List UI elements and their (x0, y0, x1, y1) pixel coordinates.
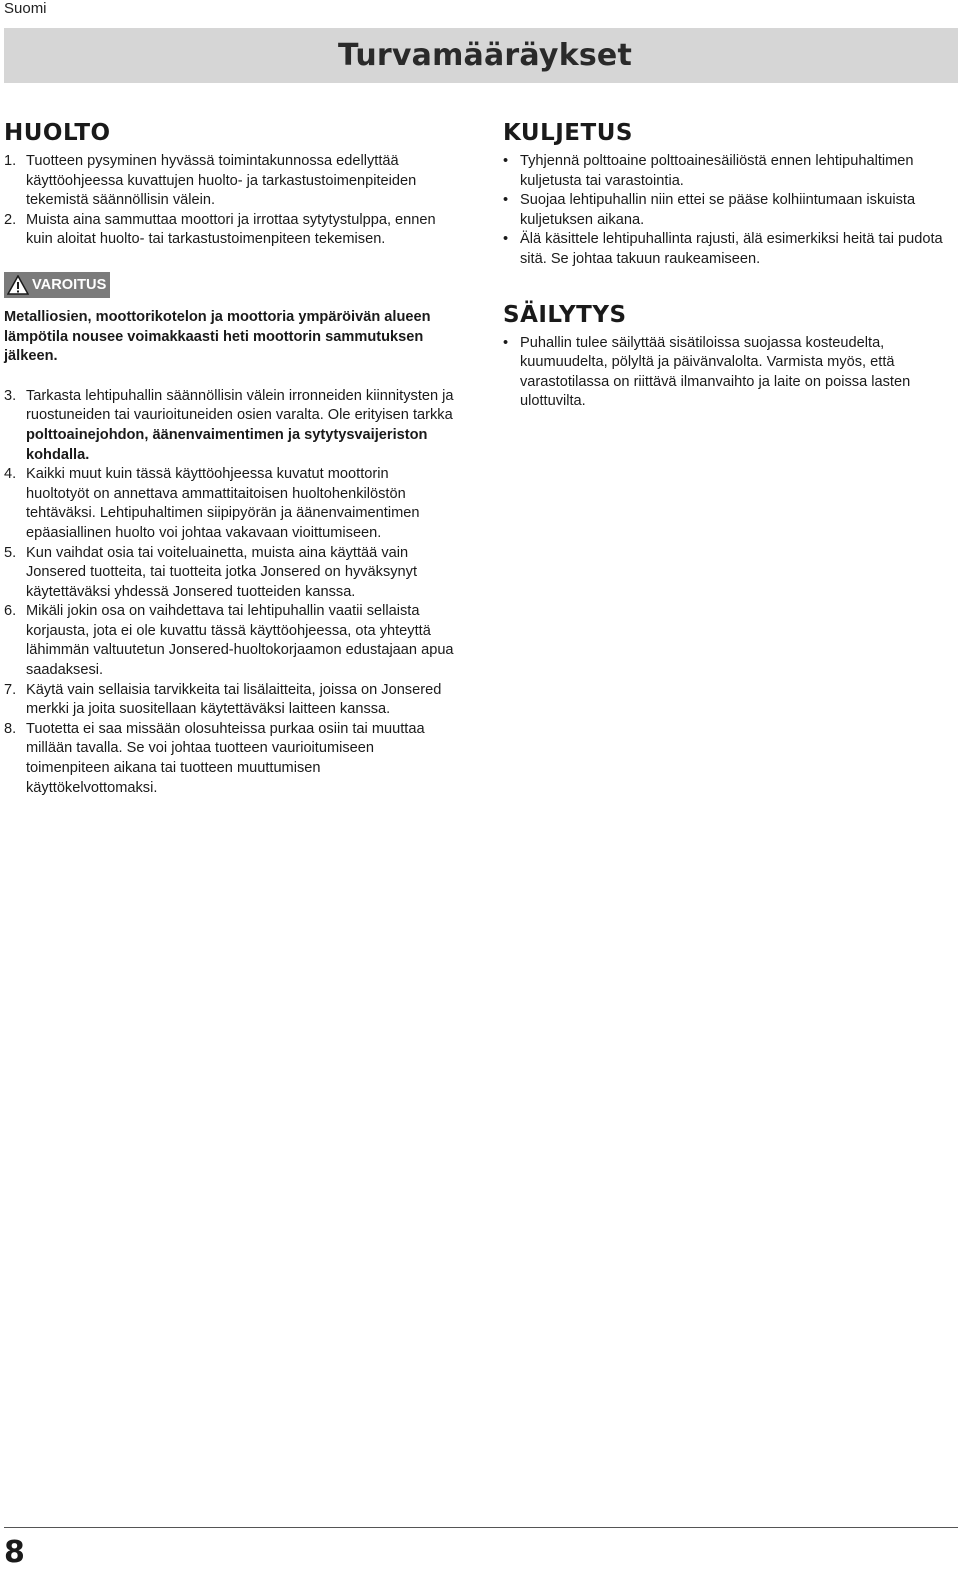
list-item: • Suojaa lehtipuhallin niin ettei se pääse kolhiintumaan iskuista kuljetuksen aikana. (503, 191, 953, 230)
list-item (4, 152, 454, 211)
warning-text: Metalliosien, moottorikotelon ja moottoria ympäröivän alueen lämpötila nousee voimakkaasti heti moottorin sammutuksen jälkeen. (4, 308, 431, 365)
section-heading-kuljetus: KULJETUS (503, 120, 633, 146)
list-item (4, 544, 454, 603)
maintenance-list-b (4, 387, 454, 798)
list-item (4, 720, 454, 798)
page-number: 8 (4, 1535, 25, 1570)
page-title: Turvamääräykset (337, 38, 632, 73)
list-item-text: Tarkasta lehtipuhallin säännöllisin välein irronneiden kiinnitysten ja ruostuneiden tai vaurioituneiden osien varalta. Ole erityisen tarkka (26, 387, 454, 424)
list-item (4, 465, 454, 543)
list-item (4, 387, 454, 465)
list-item: • Puhallin tulee säilyttää sisätiloissa suojassa kosteudelta, kuumuudelta, pölyltä ja päivänvalolta. Varmista myös, että varastotilassa on riittävä ilmanvaihto ja laite on poissa lasten ulottuvilta. (503, 334, 953, 412)
list-item-number: 3. (4, 387, 17, 404)
warning-badge (4, 272, 110, 298)
list-item-text: Tuotteen pysyminen hyvässä toimintakunnossa edellyttää käyttöohjeessa kuvattujen huolto- ja tarkastustoimenpiteiden tekemistä säännöllisin välein. (26, 153, 417, 209)
list-item-text: Mikäli jokin osa on vaihdettava tai lehtipuhallin vaatii sellaista korjausta, jota ei ole kuvattu tässä käyttöohjeessa, ota yhteyttä lähimmän valtuutetun Jonsered-huoltokorjaamon edustajaan apua saadaksesi. (26, 603, 454, 679)
section-heading-huolto: HUOLTO (4, 120, 111, 146)
list-item-number: 4. (4, 466, 17, 483)
list-item-number: 6. (4, 603, 17, 620)
list-item-number: 2. (4, 211, 17, 228)
warning-label: VAROITUS (32, 276, 107, 293)
left-column (4, 118, 454, 798)
storage-list (503, 334, 953, 412)
list-item: • Tyhjennä polttoaine polttoainesäiliöstä ennen lehtipuhaltimen kuljetusta tai varastointia. (503, 152, 953, 191)
storage-section (503, 300, 953, 412)
list-item (4, 681, 454, 720)
list-item-text: Kun vaihdat osia tai voiteluainetta, muista aina käyttää vain Jonsered tuotteita, tai tuotteita jotka Jonsered on hyväksynyt käytettäväksi yhdessä Jonsered tuotteiden kanssa. (26, 544, 418, 600)
list-item-number: 8. (4, 720, 17, 737)
title-band (4, 28, 958, 83)
maintenance-list-a (4, 152, 454, 250)
list-item: • Älä käsittele lehtipuhallinta rajusti, älä esimerkiksi heitä tai pudota sitä. Se johtaa takuun raukeamiseen. (503, 230, 953, 269)
section-heading-sailytys: SÄILYTYS (503, 301, 627, 328)
list-item (4, 602, 454, 680)
list-item-text: Kaikki muut kuin tässä käyttöohjeessa kuvatut moottorin huoltotyöt on annettava ammattitaitoisen huoltohenkilöstön tehtäväksi. Lehtipuhaltimen siipipyörän ja äänenvaimentimen epäasiallinen huolto voi johtaa vakavaan vioittumiseen. (26, 466, 420, 541)
transport-list (503, 152, 953, 270)
warning-triangle-icon (7, 275, 29, 295)
list-item (4, 211, 454, 250)
list-item-text: Muista aina sammuttaa moottori ja irrottaa sytytystulppa, ennen kuin aloitat huolto- tai tarkastustoimenpiteen tekemisen. (26, 211, 436, 248)
list-item-number: 7. (4, 681, 17, 698)
list-item-number: 1. (4, 153, 17, 169)
footer-divider (4, 1527, 958, 1528)
list-item-text: Tuotetta ei saa missään olosuhteissa purkaa osiin tai muuttaa millään tavalla. Se voi johtaa tuotteen vaurioitumiseen toimenpiteen aikana tai tuotteen muuttumisen käyttökelvottomaksi. (26, 720, 425, 796)
language-label: Suomi (4, 0, 47, 17)
right-column (503, 118, 953, 412)
list-item-emphasis: polttoainejohdon, äänenvaimentimen ja sytytysvaijeriston kohdalla. (26, 426, 428, 463)
list-item-text: Käytä vain sellaisia tarvikkeita tai lisälaitteita, joissa on Jonsered merkki ja joita suositellaan käytettäväksi laitteen kanssa. (26, 681, 442, 718)
list-item-number: 5. (4, 544, 17, 561)
